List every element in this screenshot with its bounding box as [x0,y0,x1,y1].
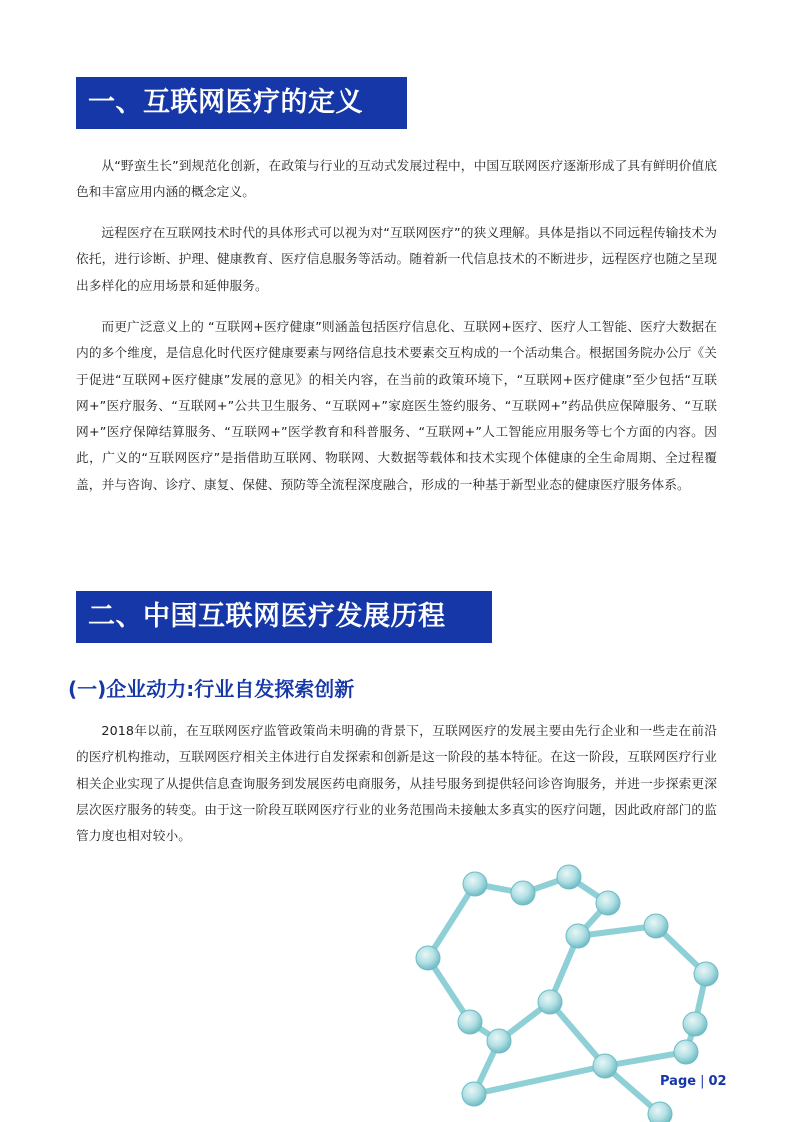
molecule-atom [674,1040,698,1064]
molecule-bond [686,1024,695,1052]
section-1-paragraph-3: 而更广泛意义上的 “互联网+医疗健康”则涵盖包括医疗信息化、互联网+医疗、医疗人工智能、医疗大数据在内的多个维度，是信息化时代医疗健康要素与网络信息技术要素交互构成的一个活动集合。根据国务院办公厅《关于促进“互联网+医疗健康”发展的意见》的相关内容，在当前的政策环境下，“互联网+医疗健康”至少包括“互联网+”医疗服务、“互联网+”公共卫生服务、“互联网+”家庭医生签约服务、“互联网+”药品供应保障服务、“互联网+”医疗保障结算服务、“互联网+”医学教育和科普服务、“互联网+”人工智能应用服务等七个方面的内容。因此，广义的“互联网医疗”是指借助互联网、物联网、大数据等载体和技术实现个体健康的全生命周期、全过程覆盖，并与咨询、诊疗、康复、保健、预防等全流程深度融合，形成的一种基于新型业态的健康医疗服务体系。 [76,319,717,492]
molecule-bond [428,958,470,1022]
molecule-atom [458,1010,482,1034]
molecule-bond [474,1066,605,1094]
section-1-paragraph-1: 从“野蛮生长”到规范化创新，在政策与行业的互动式发展过程中，中国互联网医疗逐渐形成了具有鲜明价值底色和丰富应用内涵的概念定义。 [76,158,717,200]
section-1-paragraph-2: 远程医疗在互联网技术时代的具体形式可以视为对“互联网医疗”的狭义理解。具体是指以不同远程传输技术为依托，进行诊断、护理、健康教育、医疗信息服务等活动。随着新一代信息技术的不断进步，远程医疗也随之呈现出多样化的应用场景和延伸服务。 [76,225,717,293]
molecule-bond [578,903,608,936]
molecule-atom [511,881,535,905]
section-2-title: 二、中国互联网医疗发展历程 [76,591,492,643]
molecule-bond [550,936,578,1002]
subsection-paragraph: 2018年以前，在互联网医疗监管政策尚未明确的背景下，互联网医疗的发展主要由先行企业和一些走在前沿的医疗机构推动，互联网医疗相关主体进行自发探索和创新是这一阶段的基本特征。在这一阶段，互联网医疗行业相关企业实现了从提供信息查询服务到发展医药电商服务，从挂号服务到提供轻问诊咨询服务，并进一步探索更深层次医疗服务的转变。由于这一阶段互联网医疗行业的业务范围尚未接触太多真实的医疗问题，因此政府部门的监管力度也相对较小。 [76,723,717,844]
subsection-heading: (一)企业动力:行业自发探索创新 [68,677,355,701]
molecule-atom [648,1102,672,1122]
molecule-atom [683,1012,707,1036]
molecule-bond [475,884,523,893]
molecule-bond [499,1002,550,1041]
molecule-bond [474,1041,499,1094]
molecule-atom [462,1082,486,1106]
molecule-bond [605,1052,686,1066]
molecule-atom [694,962,718,986]
molecule-bond [550,1002,605,1066]
molecule-atom [593,1054,617,1078]
molecule-bond [656,926,706,974]
molecule-atom [538,990,562,1014]
page-label: Page [660,1074,697,1089]
molecule-bond [578,926,656,936]
molecule-bond [569,877,608,903]
molecule-atom [463,872,487,896]
molecule-bond [523,877,569,893]
page-footer [660,1074,727,1089]
page-number: 02 [708,1074,727,1089]
molecule-bond [428,884,475,958]
molecule-atom [566,924,590,948]
molecule-bond [470,1022,499,1041]
page-separator: | [700,1074,705,1089]
section-1-title: 一、互联网医疗的定义 [76,77,407,129]
molecule-bond [695,974,706,1024]
molecule-atom [487,1029,511,1053]
molecule-atom [557,865,581,889]
molecule-atom [596,891,620,915]
molecule-bond [605,1066,660,1114]
molecule-atom [644,914,668,938]
molecule-atom [416,946,440,970]
